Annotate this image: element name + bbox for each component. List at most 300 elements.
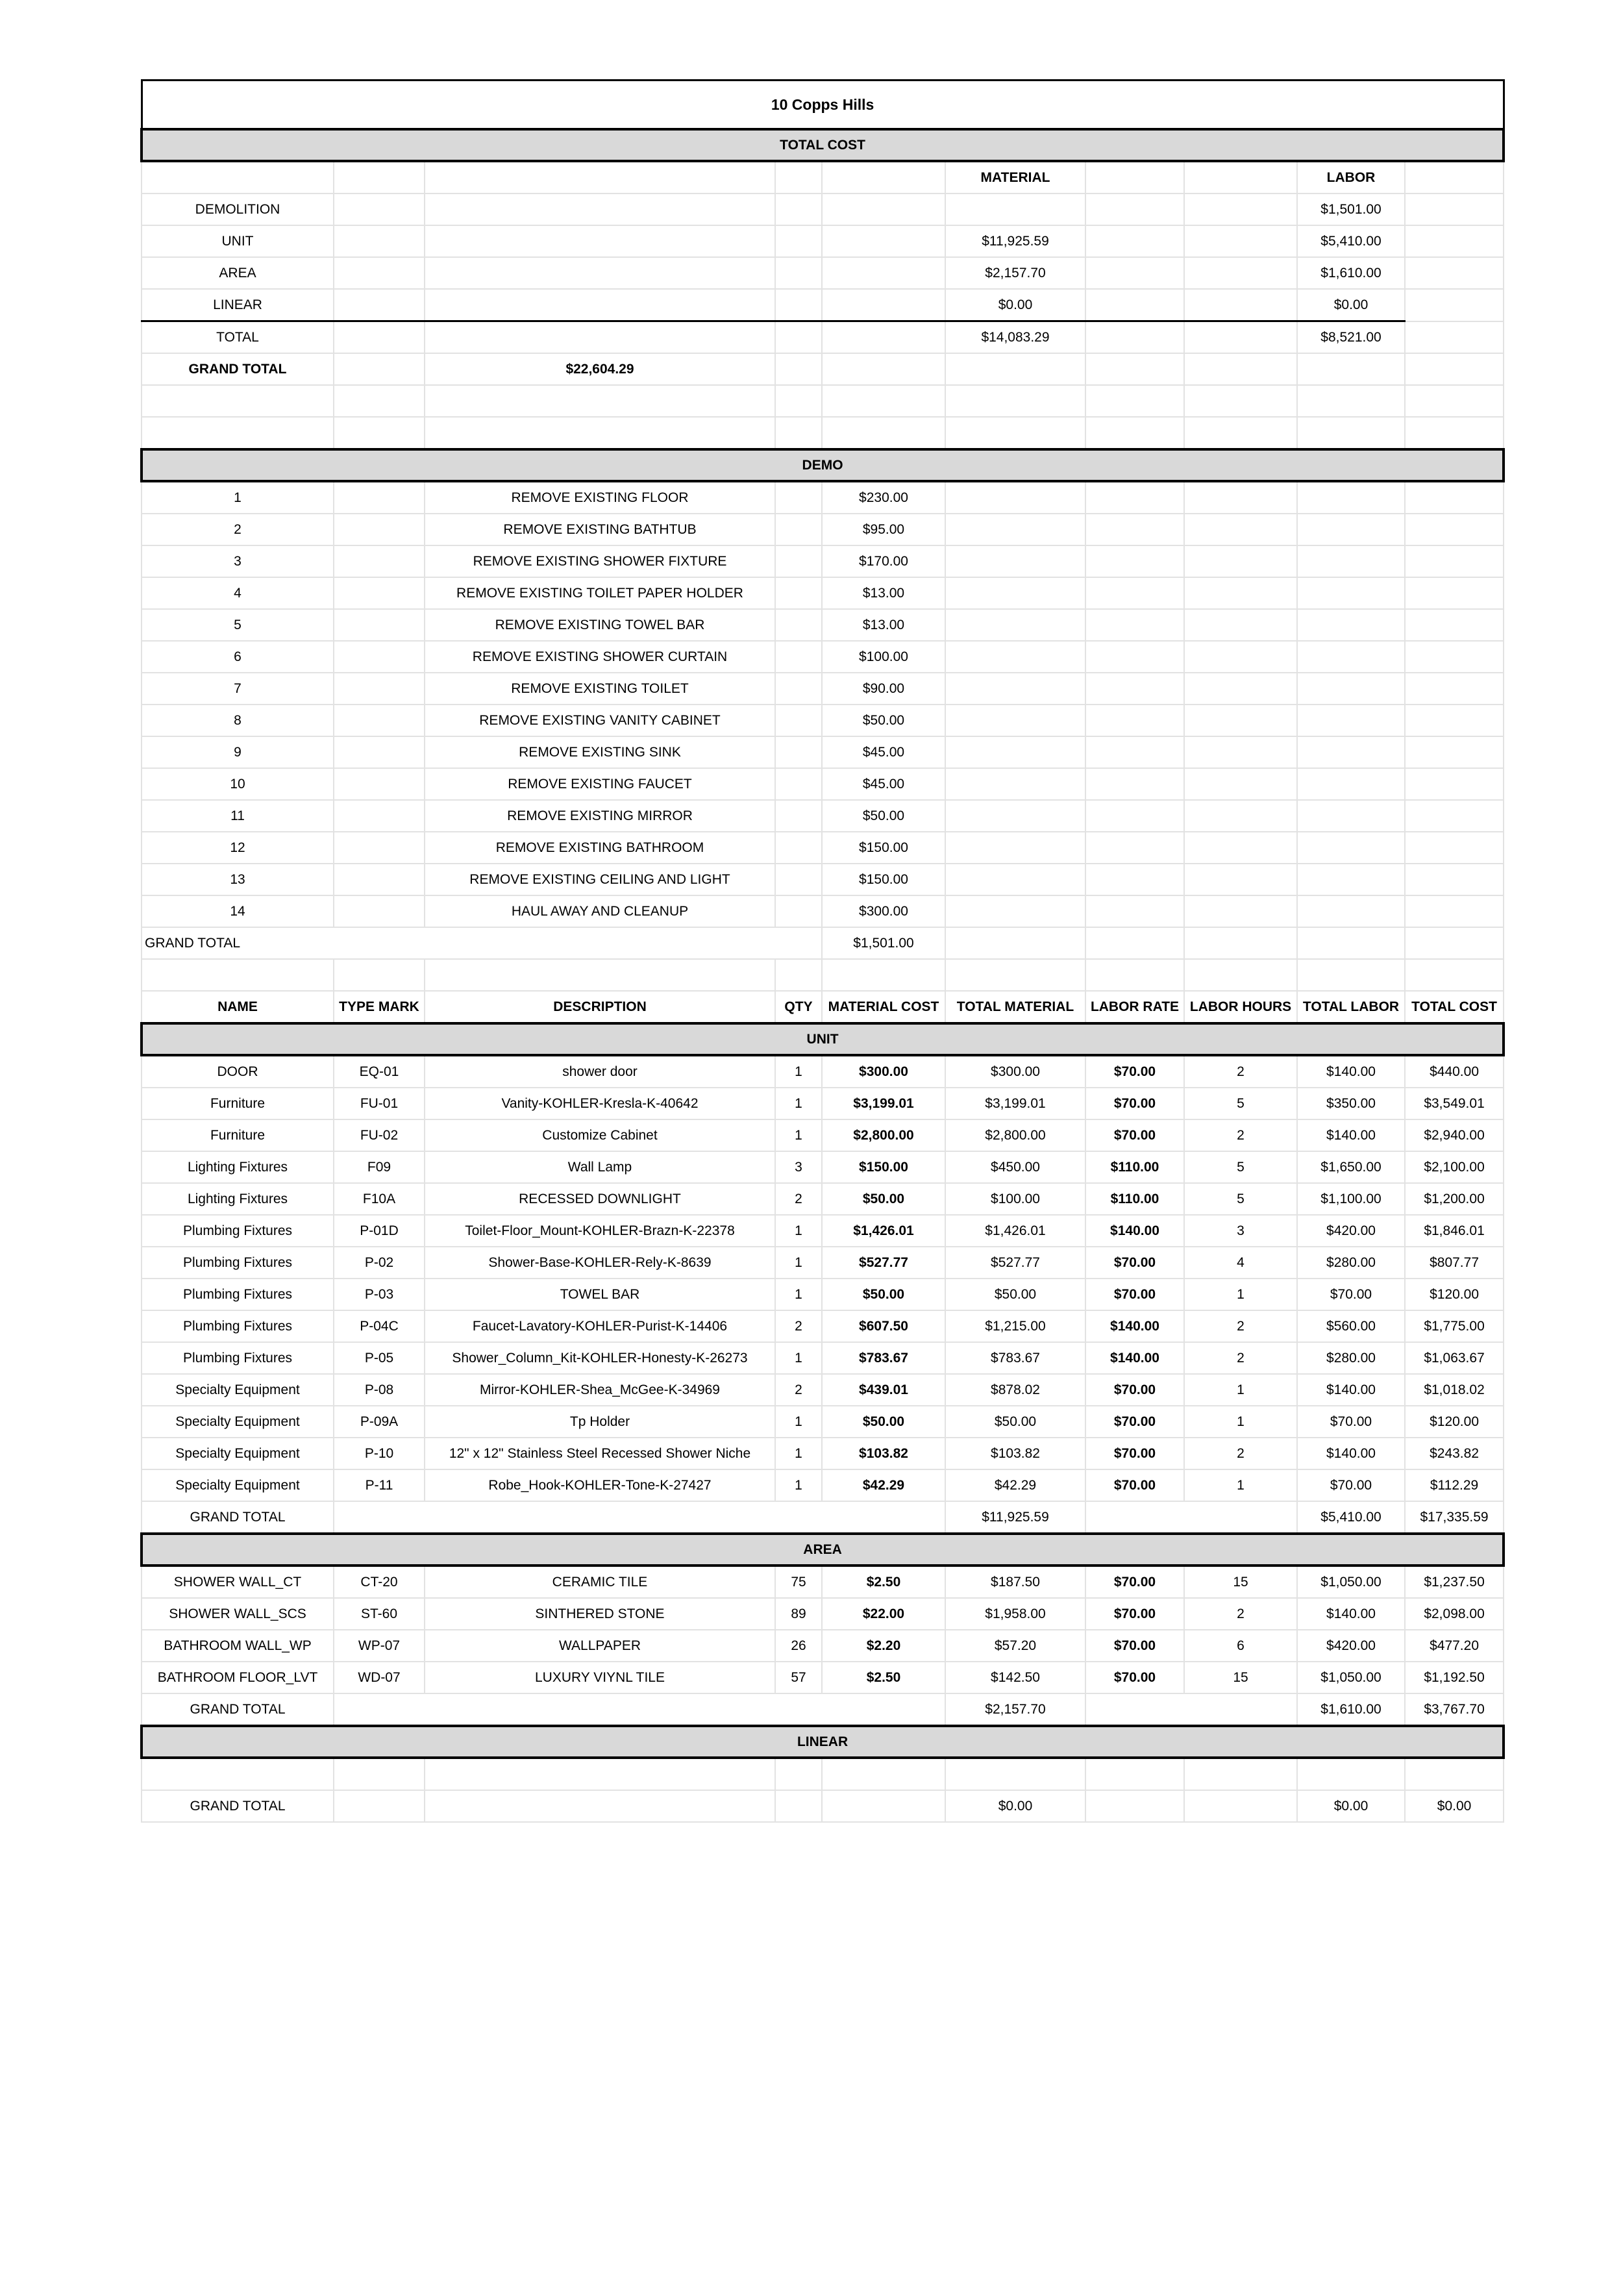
description: RECESSED DOWNLIGHT <box>425 1183 775 1215</box>
type-mark: P-10 <box>334 1438 425 1469</box>
total-material: $527.77 <box>945 1247 1085 1279</box>
unit-row <box>142 1119 1504 1151</box>
labor-hours: 5 <box>1184 1088 1297 1119</box>
cell <box>775 1758 822 1790</box>
total-labor: $140.00 <box>1297 1438 1405 1469</box>
cell <box>1405 481 1504 514</box>
labor-rate: $110.00 <box>1085 1183 1184 1215</box>
demo-item-cost: $150.00 <box>822 864 945 895</box>
cell <box>425 1758 775 1790</box>
section-header-total-cost <box>142 129 1504 161</box>
total-cost: $112.29 <box>1405 1469 1504 1501</box>
total-material: $3,199.01 <box>945 1088 1085 1119</box>
cell <box>945 514 1085 545</box>
item-name: Plumbing Fixtures <box>142 1247 334 1279</box>
grand-total-labor: $1,610.00 <box>1297 1693 1405 1726</box>
cell <box>1085 705 1184 736</box>
cell <box>775 289 822 321</box>
labor-value: $5,410.00 <box>1297 225 1405 257</box>
total-material: $187.50 <box>945 1566 1085 1598</box>
type-mark: P-02 <box>334 1247 425 1279</box>
demo-row <box>142 514 1504 545</box>
material-cost: $2.50 <box>822 1566 945 1598</box>
cell <box>1085 959 1184 991</box>
cell <box>822 193 945 225</box>
cell <box>1085 927 1184 959</box>
cell <box>775 705 822 736</box>
demo-item-number: 4 <box>142 577 334 609</box>
labor-rate: $70.00 <box>1085 1406 1184 1438</box>
total-material: $878.02 <box>945 1374 1085 1406</box>
unit-row <box>142 1247 1504 1279</box>
cell <box>775 481 822 514</box>
qty: 1 <box>775 1119 822 1151</box>
grand-total-row <box>142 353 1504 385</box>
cell <box>1085 1693 1297 1726</box>
labor-header: LABOR <box>1297 161 1405 193</box>
item-name: Specialty Equipment <box>142 1438 334 1469</box>
grand-total-labor: $0.00 <box>1297 1790 1405 1822</box>
description: Robe_Hook-KOHLER-Tone-K-27427 <box>425 1469 775 1501</box>
grand-total-value: $22,604.29 <box>425 353 775 385</box>
cell <box>334 417 425 449</box>
labor-hours: 2 <box>1184 1342 1297 1374</box>
cell <box>1085 1501 1297 1534</box>
cell <box>1297 481 1405 514</box>
total-material: $1,958.00 <box>945 1598 1085 1630</box>
cell <box>1405 959 1504 991</box>
demo-item-number: 6 <box>142 641 334 673</box>
unit-row <box>142 1055 1504 1088</box>
cell <box>775 545 822 577</box>
cell <box>775 864 822 895</box>
area-grand-total-row <box>142 1693 1504 1726</box>
cell <box>945 705 1085 736</box>
cell <box>822 161 945 193</box>
cell <box>334 385 425 417</box>
cell <box>1085 768 1184 800</box>
material-cost: $150.00 <box>822 1151 945 1183</box>
cell <box>334 705 425 736</box>
cell <box>1184 768 1297 800</box>
qty: 26 <box>775 1630 822 1662</box>
unit-row <box>142 1151 1504 1183</box>
demo-item-number: 14 <box>142 895 334 927</box>
total-labor: $350.00 <box>1297 1088 1405 1119</box>
labor-rate: $70.00 <box>1085 1279 1184 1310</box>
cell <box>142 385 334 417</box>
total-material: $103.82 <box>945 1438 1085 1469</box>
total-material: $50.00 <box>945 1406 1085 1438</box>
cell <box>1297 959 1405 991</box>
qty: 1 <box>775 1215 822 1247</box>
labor-rate: $110.00 <box>1085 1151 1184 1183</box>
demo-row <box>142 545 1504 577</box>
qty: 1 <box>775 1247 822 1279</box>
demo-row <box>142 481 1504 514</box>
cell <box>142 1758 334 1790</box>
cell <box>1085 385 1184 417</box>
qty: 1 <box>775 1279 822 1310</box>
column-header: TOTAL COST <box>1405 991 1504 1023</box>
cell <box>1085 577 1184 609</box>
total-labor: $1,100.00 <box>1297 1183 1405 1215</box>
cell <box>1184 321 1297 354</box>
demo-item-description: REMOVE EXISTING BATHTUB <box>425 514 775 545</box>
total-cost-row <box>142 257 1504 289</box>
cell <box>1184 800 1297 832</box>
description: TOWEL BAR <box>425 1279 775 1310</box>
cell <box>1405 641 1504 673</box>
demo-item-cost: $13.00 <box>822 609 945 641</box>
cell <box>425 321 775 354</box>
cell <box>775 959 822 991</box>
section-header-area <box>142 1534 1504 1566</box>
cell <box>1184 959 1297 991</box>
total-labor: $140.00 <box>1297 1055 1405 1088</box>
cell <box>334 641 425 673</box>
cell <box>1184 641 1297 673</box>
cell <box>425 193 775 225</box>
demo-row <box>142 705 1504 736</box>
cell <box>775 768 822 800</box>
demo-item-cost: $45.00 <box>822 768 945 800</box>
demo-item-number: 12 <box>142 832 334 864</box>
cell <box>1405 545 1504 577</box>
cell <box>1405 225 1504 257</box>
labor-hours: 3 <box>1184 1215 1297 1247</box>
type-mark: F09 <box>334 1151 425 1183</box>
demo-item-description: REMOVE EXISTING FAUCET <box>425 768 775 800</box>
demo-item-number: 9 <box>142 736 334 768</box>
labor-hours: 2 <box>1184 1598 1297 1630</box>
type-mark: EQ-01 <box>334 1055 425 1088</box>
cell <box>1085 832 1184 864</box>
total-cost: $120.00 <box>1405 1279 1504 1310</box>
grand-total-cost: $17,335.59 <box>1405 1501 1504 1534</box>
cell <box>1405 895 1504 927</box>
total-cost: $1,200.00 <box>1405 1183 1504 1215</box>
cell <box>945 353 1085 385</box>
labor-rate: $70.00 <box>1085 1055 1184 1088</box>
category-label: UNIT <box>142 225 334 257</box>
item-name: BATHROOM FLOOR_LVT <box>142 1662 334 1693</box>
demo-row <box>142 673 1504 705</box>
total-cost: $1,063.67 <box>1405 1342 1504 1374</box>
cell <box>334 481 425 514</box>
cell <box>1085 193 1184 225</box>
cell <box>1297 385 1405 417</box>
type-mark: P-11 <box>334 1469 425 1501</box>
cell <box>1184 385 1297 417</box>
total-labor: $420.00 <box>1297 1215 1405 1247</box>
cell <box>1184 609 1297 641</box>
demo-item-cost: $13.00 <box>822 577 945 609</box>
cell <box>334 1501 945 1534</box>
demo-item-cost: $230.00 <box>822 481 945 514</box>
cell <box>945 959 1085 991</box>
type-mark: FU-02 <box>334 1119 425 1151</box>
cell <box>1405 1758 1504 1790</box>
cell <box>822 257 945 289</box>
grand-total-label: GRAND TOTAL <box>142 1501 334 1534</box>
cell <box>334 1693 945 1726</box>
labor-hours: 5 <box>1184 1151 1297 1183</box>
description: Toilet-Floor_Mount-KOHLER-Brazn-K-22378 <box>425 1215 775 1247</box>
section-title-linear: LINEAR <box>142 1726 1504 1758</box>
cell <box>945 417 1085 449</box>
demo-item-description: HAUL AWAY AND CLEANUP <box>425 895 775 927</box>
cell <box>1085 864 1184 895</box>
cell <box>1297 609 1405 641</box>
total-cost: $243.82 <box>1405 1438 1504 1469</box>
total-material: $50.00 <box>945 1279 1085 1310</box>
cell <box>1297 545 1405 577</box>
demo-row <box>142 768 1504 800</box>
cell <box>775 800 822 832</box>
cell <box>334 193 425 225</box>
cell <box>1297 895 1405 927</box>
unit-row <box>142 1215 1504 1247</box>
cell <box>1297 736 1405 768</box>
sheet-title: 10 Copps Hills <box>142 81 1504 130</box>
cell <box>1297 353 1405 385</box>
material-cost: $50.00 <box>822 1183 945 1215</box>
labor-hours: 15 <box>1184 1662 1297 1693</box>
linear-grand-total-row <box>142 1790 1504 1822</box>
cell <box>334 864 425 895</box>
labor-rate: $70.00 <box>1085 1088 1184 1119</box>
item-name: Plumbing Fixtures <box>142 1279 334 1310</box>
total-labor: $140.00 <box>1297 1598 1405 1630</box>
cell <box>1085 417 1184 449</box>
column-header: LABOR RATE <box>1085 991 1184 1023</box>
unit-row <box>142 1438 1504 1469</box>
cell <box>1085 1758 1184 1790</box>
grand-total-label: GRAND TOTAL <box>142 1693 334 1726</box>
column-header: DESCRIPTION <box>425 991 775 1023</box>
cell <box>822 385 945 417</box>
cell <box>334 545 425 577</box>
description: shower door <box>425 1055 775 1088</box>
area-row <box>142 1630 1504 1662</box>
cell <box>1297 673 1405 705</box>
demo-item-description: REMOVE EXISTING SINK <box>425 736 775 768</box>
cell <box>1184 577 1297 609</box>
total-label: TOTAL <box>142 321 334 354</box>
demo-item-description: REMOVE EXISTING SHOWER CURTAIN <box>425 641 775 673</box>
labor-value: $0.00 <box>1297 289 1405 321</box>
demo-item-description: REMOVE EXISTING VANITY CABINET <box>425 705 775 736</box>
unit-grand-total-row <box>142 1501 1504 1534</box>
cell <box>775 609 822 641</box>
grand-total-cost: $0.00 <box>1405 1790 1504 1822</box>
cell <box>945 927 1085 959</box>
cost-sheet <box>140 79 1502 1823</box>
total-labor: $1,050.00 <box>1297 1662 1405 1693</box>
total-labor: $280.00 <box>1297 1247 1405 1279</box>
description: Tp Holder <box>425 1406 775 1438</box>
demo-item-cost: $300.00 <box>822 895 945 927</box>
total-cost: $440.00 <box>1405 1055 1504 1088</box>
total-cost: $1,846.01 <box>1405 1215 1504 1247</box>
labor-hours: 4 <box>1184 1247 1297 1279</box>
labor-hours: 1 <box>1184 1279 1297 1310</box>
cell <box>1297 417 1405 449</box>
unit-row <box>142 1469 1504 1501</box>
cell <box>1405 768 1504 800</box>
demo-item-description: REMOVE EXISTING TOWEL BAR <box>425 609 775 641</box>
section-header-demo <box>142 449 1504 481</box>
qty: 75 <box>775 1566 822 1598</box>
labor-hours: 1 <box>1184 1469 1297 1501</box>
cell <box>1405 161 1504 193</box>
labor-hours: 15 <box>1184 1566 1297 1598</box>
item-name: Specialty Equipment <box>142 1469 334 1501</box>
cell <box>945 481 1085 514</box>
cell <box>945 832 1085 864</box>
section-title-unit: UNIT <box>142 1023 1504 1055</box>
grand-total-label: GRAND TOTAL <box>142 1790 334 1822</box>
cell <box>1297 927 1405 959</box>
total-labor: $70.00 <box>1297 1406 1405 1438</box>
labor-rate: $70.00 <box>1085 1438 1184 1469</box>
demo-row <box>142 736 1504 768</box>
cell <box>945 895 1085 927</box>
cell <box>945 768 1085 800</box>
cell <box>1184 1790 1297 1822</box>
demo-item-number: 5 <box>142 609 334 641</box>
column-header: LABOR HOURS <box>1184 991 1297 1023</box>
column-header: TOTAL LABOR <box>1297 991 1405 1023</box>
demo-item-number: 7 <box>142 673 334 705</box>
cell <box>1405 257 1504 289</box>
material-cost: $42.29 <box>822 1469 945 1501</box>
description: Faucet-Lavatory-KOHLER-Purist-K-14406 <box>425 1310 775 1342</box>
demo-item-cost: $90.00 <box>822 673 945 705</box>
demo-item-cost: $45.00 <box>822 736 945 768</box>
cell <box>425 1790 775 1822</box>
type-mark: ST-60 <box>334 1598 425 1630</box>
demo-grand-total-value: $1,501.00 <box>822 927 945 959</box>
material-value: $11,925.59 <box>945 225 1085 257</box>
cell <box>945 385 1085 417</box>
demo-row <box>142 609 1504 641</box>
material-cost: $3,199.01 <box>822 1088 945 1119</box>
cell <box>945 800 1085 832</box>
demo-row <box>142 864 1504 895</box>
cell <box>334 1758 425 1790</box>
cell <box>1184 705 1297 736</box>
labor-hours: 2 <box>1184 1055 1297 1088</box>
total-cost: $1,018.02 <box>1405 1374 1504 1406</box>
demo-item-cost: $100.00 <box>822 641 945 673</box>
cell <box>775 417 822 449</box>
material-cost: $22.00 <box>822 1598 945 1630</box>
cell <box>1297 1758 1405 1790</box>
demo-item-number: 10 <box>142 768 334 800</box>
item-name: Furniture <box>142 1119 334 1151</box>
cell <box>1085 800 1184 832</box>
material-cost: $300.00 <box>822 1055 945 1088</box>
cell <box>1297 705 1405 736</box>
total-cost-row <box>142 289 1504 321</box>
cell <box>1085 736 1184 768</box>
cell <box>775 673 822 705</box>
material-cost: $2.50 <box>822 1662 945 1693</box>
empty-row <box>142 959 1504 991</box>
qty: 1 <box>775 1438 822 1469</box>
total-cost: $807.77 <box>1405 1247 1504 1279</box>
grand-total-material: $0.00 <box>945 1790 1085 1822</box>
item-name: DOOR <box>142 1055 334 1088</box>
labor-value: $1,501.00 <box>1297 193 1405 225</box>
description: Shower-Base-KOHLER-Rely-K-8639 <box>425 1247 775 1279</box>
description: Customize Cabinet <box>425 1119 775 1151</box>
material-cost: $607.50 <box>822 1310 945 1342</box>
cell <box>334 673 425 705</box>
cell <box>1085 895 1184 927</box>
cell <box>142 161 334 193</box>
description: Vanity-KOHLER-Kresla-K-40642 <box>425 1088 775 1119</box>
qty: 57 <box>775 1662 822 1693</box>
cost-table <box>140 79 1505 1823</box>
demo-item-description: REMOVE EXISTING BATHROOM <box>425 832 775 864</box>
cell <box>1184 193 1297 225</box>
cell <box>1085 321 1184 354</box>
cell <box>1297 577 1405 609</box>
cell <box>1405 514 1504 545</box>
material-value <box>945 193 1085 225</box>
description: WALLPAPER <box>425 1630 775 1662</box>
material-value: $2,157.70 <box>945 257 1085 289</box>
total-material: $783.67 <box>945 1342 1085 1374</box>
demo-grand-total-row <box>142 927 1504 959</box>
area-row <box>142 1598 1504 1630</box>
labor-rate: $70.00 <box>1085 1662 1184 1693</box>
unit-row <box>142 1088 1504 1119</box>
material-cost: $2,800.00 <box>822 1119 945 1151</box>
demo-item-number: 11 <box>142 800 334 832</box>
cell <box>1184 864 1297 895</box>
total-material: $1,426.01 <box>945 1215 1085 1247</box>
cell <box>425 161 775 193</box>
grand-total-cost: $3,767.70 <box>1405 1693 1504 1726</box>
total-material: $42.29 <box>945 1469 1085 1501</box>
cell <box>1085 225 1184 257</box>
cell <box>1085 161 1184 193</box>
cell <box>334 736 425 768</box>
demo-item-cost: $95.00 <box>822 514 945 545</box>
title-row <box>142 81 1504 130</box>
total-row <box>142 321 1504 354</box>
cell <box>1405 673 1504 705</box>
demo-row <box>142 832 1504 864</box>
total-cost: $1,775.00 <box>1405 1310 1504 1342</box>
labor-hours: 2 <box>1184 1310 1297 1342</box>
section-title-area: AREA <box>142 1534 1504 1566</box>
section-header-unit <box>142 1023 1504 1055</box>
section-title-demo: DEMO <box>142 449 1504 481</box>
cell <box>1184 673 1297 705</box>
labor-rate: $140.00 <box>1085 1310 1184 1342</box>
demo-row <box>142 800 1504 832</box>
total-cost: $2,940.00 <box>1405 1119 1504 1151</box>
unit-row <box>142 1374 1504 1406</box>
cell <box>1184 257 1297 289</box>
cell <box>1405 577 1504 609</box>
total-labor: $560.00 <box>1297 1310 1405 1342</box>
